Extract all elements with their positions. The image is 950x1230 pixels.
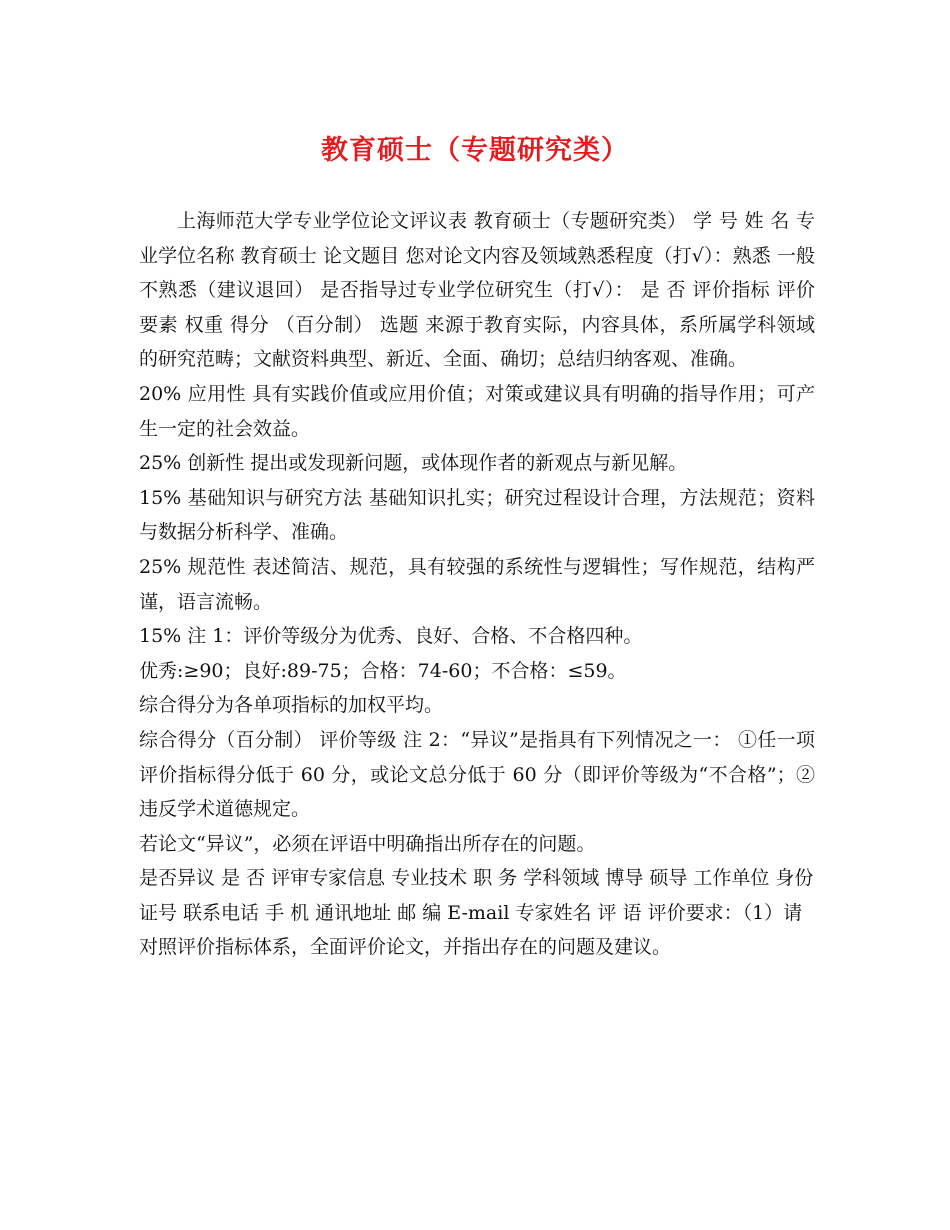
objection-requirement: 若论文“异议”，必须在评语中明确指出所存在的问题。 [139,832,596,855]
intro-paragraph: 上海师范大学专业学位论文评议表 教育硕士（专题研究类） 学 号 姓 名 专业学位名称 教育硕士 论文题目 您对论文内容及领域熟悉程度（打√）：熟悉 一般 不熟悉（建议退回） 是否指导过专业学位研究生（打√）： 是 否 评价指标 评价要素 权重 得分 （百分制） 选题 来源于教育实际，内容具体，系所属学科领域的研究范畴；文献资料典型、新近、全面、确切；总结归纳客观、准确。 [139,210,815,371]
note-1: 15% 注 1：评价等级分为优秀、良好、合格、不合格四种。 [139,625,643,648]
grade-scale: 优秀:≥90；良好:89-75；合格：74-60；不合格：≤59。 [139,659,627,682]
note-2: 综合得分（百分制） 评价等级 注 2：“异议”是指具有下列情况之一： ①任一项评价指标得分低于 60 分，或论文总分低于 60 分（即评价等级为“不合格”；②违反学术道德规定。 [139,728,815,821]
expert-info-section: 是否异议 是 否 评审专家信息 专业技术 职 务 学科领域 博导 硕导 工作单位 身份证号 联系电话 手 机 通讯地址 邮 编 E-mail 专家姓名 评 语 评价要求：（1）请对照评价指标体系，全面评价论文，并指出存在的问题及建议。 [139,867,814,959]
document-body [139,204,815,965]
criterion-innovation: 25% 创新性 提出或发现新问题，或体现作者的新观点与新见解。 [139,452,688,475]
weighted-average-note: 综合得分为各单项指标的加权平均。 [139,694,444,717]
criterion-standardization: 25% 规范性 表述简洁、规范，具有较强的系统性与逻辑性；写作规范，结构严谨，语言流畅。 [139,555,815,613]
document-title: 教育硕士（专题研究类） [321,135,629,166]
criterion-foundation-method: 15% 基础知识与研究方法 基础知识扎实；研究过程设计合理，方法规范；资料与数据分析科学、准确。 [139,486,815,544]
criterion-applicability: 20% 应用性 具有实践价值或应用价值；对策或建议具有明确的指导作用；可产生一定的社会效益。 [139,382,815,440]
